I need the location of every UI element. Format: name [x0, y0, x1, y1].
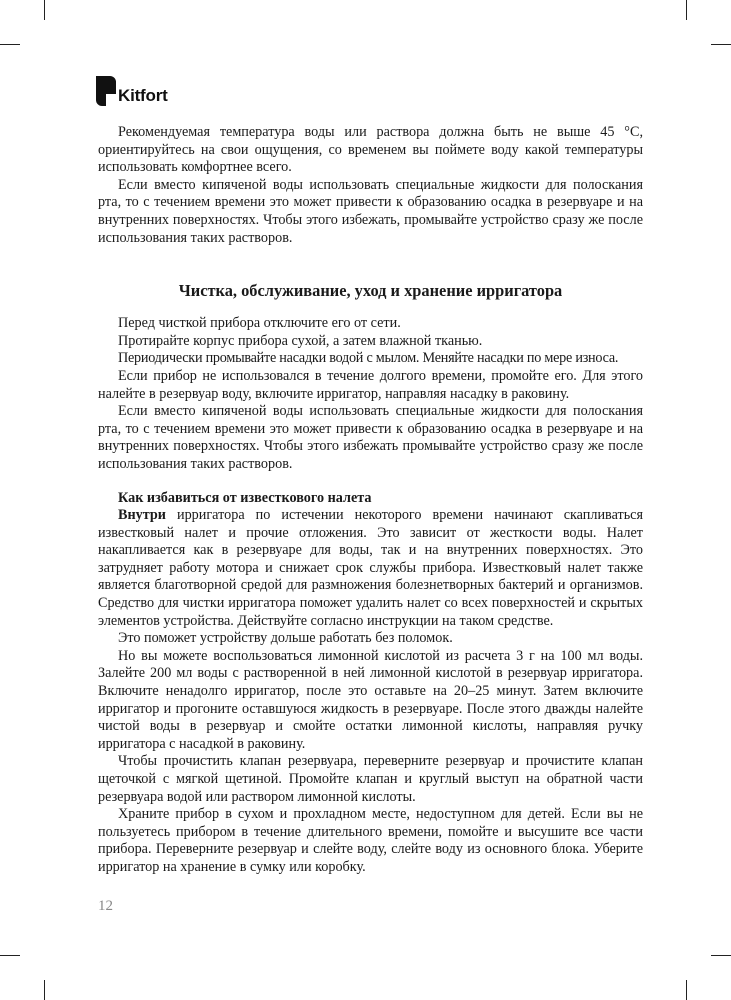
- limescale-lead-word: Внутри: [118, 507, 166, 524]
- crop-mark-bottom-left: [44, 980, 45, 1000]
- crop-mark-right-top: [711, 44, 731, 45]
- limescale-paragraph-citric-acid: Но вы можете воспользоваться лимонной кислотой из расчета 3 г на 100 мл воды. Залейте 200 мл воды с растворенной в ней лимонной кислотой в резервуар ирригатора. Включите ненадолго ирригатор, после это оставьте на 20–25 минут. Затем включите ирригатор и прогоните оставшуюся жидкость в резервуаре. После этого дважды налейте чистой воды в резервуар и смойте остатки лимонной кислоты, направляя ручку ирригатора с насадкой в раковину.: [98, 647, 643, 752]
- intro-paragraph-rinse-liquids: Если вместо кипяченой воды использовать специальные жидкости для полоскания рта, то с течением времени это может привести к образованию осадка в резервуаре и на внутренних поверхностях. Чтобы этого избежать, промывайте устройство сразу же после использования таких растворов.: [98, 176, 643, 246]
- crop-mark-left-bottom: [0, 955, 20, 956]
- crop-mark-bottom-right: [686, 980, 687, 1000]
- limescale-paragraph-deposits-text: ирригатора по истечении некоторого времени начинают скапливаться известковый налет и прочие отложения. Это зависит от жесткости воды. Налет накапливается как в резервуаре для воды, так и на внутренних поверхностях. Это затрудняет работу мотора и снижает срок службы прибора. Известковый налет также является благотворной средой для размножения болезнетворных бактерий и организмов. Средство для чистки ирригатора поможет удалить налет со всех поверхностей и скрытых элементов устройства. Действуйте согласно инструкции на таком средстве.: [98, 507, 643, 629]
- section-title-cleaning: Чистка, обслуживание, уход и хранение ирригатора: [178, 281, 563, 301]
- limescale-paragraph-deposits: [98, 507, 643, 630]
- kitfort-logo-icon: [96, 76, 116, 106]
- storage-paragraph: Храните прибор в сухом и прохладном месте, недоступном для детей. Если вы не пользуетесь прибором в течение длительного времени, помойте и высушите все части прибора. Переверните резервуар и слейте воду, слейте воду из основного блока. Уберите ирригатор на хранение в сумку или коробку.: [98, 806, 643, 875]
- limescale-paragraph-valve: Чтобы прочистить клапан резервуара, переверните резервуар и прочистите клапан щеточкой с мягкой щетиной. Промойте клапан и круглый выступ на обратной части резервуара водой или раствором лимонной кислоты.: [98, 753, 643, 805]
- kitfort-logo-text: Kitfort: [118, 86, 168, 105]
- crop-mark-top-left: [44, 0, 45, 20]
- intro-paragraph-temperature: Рекомендуемая температура воды или раствора должна быть не выше 45 °С, ориентируйтесь на свои ощущения, со временем вы поймете воду какой температуры использовать комфортнее всего.: [98, 124, 643, 176]
- crop-mark-top-right: [686, 0, 687, 20]
- limescale-heading: Как избавиться от известкового налета: [118, 489, 372, 506]
- crop-mark-right-bottom: [711, 955, 731, 956]
- cleaning-paragraph-wipe-body: Протирайте корпус прибора сухой, а затем влажной тканью.: [118, 332, 483, 349]
- cleaning-paragraph-unplug: Перед чисткой прибора отключите его от сети.: [118, 315, 401, 332]
- page-number: 12: [98, 898, 113, 914]
- cleaning-paragraph-long-storage: Если прибор не использовался в течение долгого времени, промойте его. Для этого налейте в резервуар воду, включите ирригатор, направляя насадку в раковину.: [98, 367, 643, 402]
- cleaning-paragraph-rinse-liquids: Если вместо кипяченой воды использовать специальные жидкости для полоскания рта, то с течением времени это может привести к образованию осадка в резервуаре и на внутренних поверхностях. Чтобы этого избежать промывайте устройство сразу же после использования таких растворов.: [98, 403, 643, 472]
- crop-mark-left-top: [0, 44, 20, 45]
- limescale-paragraph-longer-work: Это поможет устройству дольше работать без поломок.: [118, 630, 453, 647]
- cleaning-paragraph-nozzles: Периодически промывайте насадки водой с мылом. Меняйте насадки по мере износа.: [118, 350, 619, 367]
- page-content: [98, 124, 643, 877]
